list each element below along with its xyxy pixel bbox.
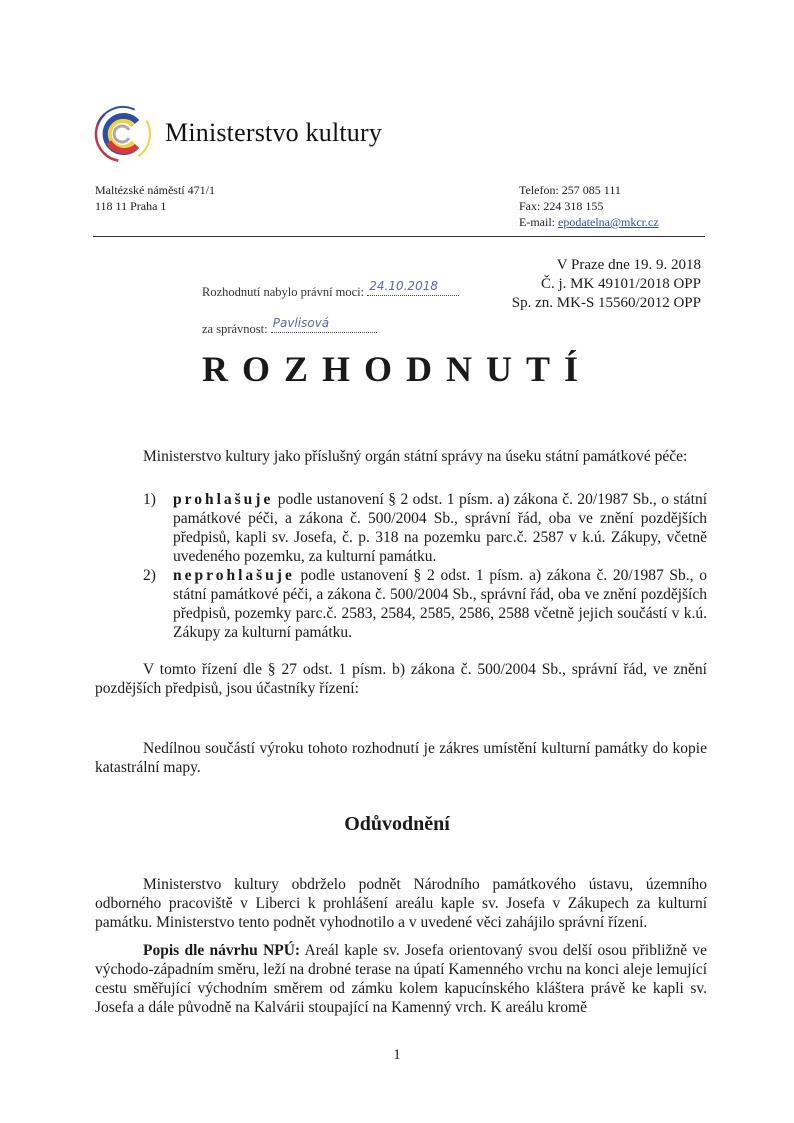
correctness-field	[271, 316, 377, 333]
decision-keyword: prohlašuje	[173, 491, 274, 508]
file-number: Sp. zn. MK-S 15560/2012 OPP	[511, 295, 701, 311]
intro-paragraph: Ministerstvo kultury jako příslušný orgán státní správy na úseku státní památkové péče:	[143, 448, 688, 465]
decision-number: 1)	[143, 491, 156, 508]
organization-name: Ministerstvo kultury	[165, 118, 383, 147]
decision-body: podle ustanovení § 2 odst. 1 písm. a) zákona č. 20/1987 Sb., o státní památkové péči, a zákona č. 500/2004 Sb., správní řád, oba ve znění pozdějších předpisů, kapli sv. Josefa, č. p. 318 na pozemku parc.č. 2587 v k.ú. Zákupy, včetně uvedeného pozemku, za kulturní památku.	[173, 491, 707, 565]
justification-heading: Odůvodnění	[344, 813, 450, 835]
correctness-signature: Pavlisová	[272, 316, 330, 330]
email-link[interactable]: epodatelna@mkcr.cz	[558, 215, 659, 229]
decision-body: podle ustanovení § 2 odst. 1 písm. a) zákona č. 20/1987 Sb., o státní památkové péči, a zákona č. 500/2004 Sb., správní řád, oba ve znění pozdějších předpisů, pozemky parc.č. 2583, 2584, 2585, 2586, 2588 včetně jejich součástí v k.ú. Zákupy za kulturní památku.	[173, 567, 707, 641]
npu-description-paragraph	[95, 941, 707, 1017]
decision-keyword: neprohlašuje	[173, 567, 295, 584]
page-number: 1	[393, 1047, 401, 1063]
legal-force-field	[367, 279, 459, 296]
npu-description-text: Areál kaple sv. Josefa orientovaný svou delší osou přibližně ve východo-západním směru, leží na drobné terase na úpatí Kamenného vrchu na konci aleje lemující cestu směřující východním směrem od zámku kolem kapucínského kláštera právě ke kapli sv. Josefa a dále původně na Kalvárii stoupající na Kamenný vrch. K areálu kromě	[95, 942, 708, 1016]
legal-force-handwritten: 24.10.2018	[369, 279, 438, 293]
email-line	[519, 214, 659, 230]
fax: Fax: 224 318 155	[519, 199, 604, 213]
email-label: E-mail:	[519, 215, 558, 229]
legal-force-label: Rozhodnutí nabylo právní moci:	[202, 285, 365, 299]
header-divider	[93, 236, 705, 237]
date-line: V Praze dne 19. 9. 2018	[556, 257, 701, 273]
map-paragraph: Nedílnou součástí výroku tohoto rozhodnutí je zákres umístění kulturní památky do kopie katastrální mapy.	[95, 740, 707, 776]
decision-item	[143, 490, 707, 566]
legal-force-stamp	[202, 279, 459, 300]
decision-number: 2)	[143, 567, 156, 584]
reference-number: Č. j. MK 49101/2018 OPP	[540, 276, 701, 292]
correctness-stamp	[202, 316, 377, 337]
participants-paragraph: V tomto řízení dle § 27 odst. 1 písm. b) zákona č. 500/2004 Sb., správní řád, ve znění pozdějších předpisů, jsou účastníky řízení:	[95, 661, 707, 697]
decision-text	[173, 566, 707, 642]
contact-block	[519, 182, 659, 230]
correctness-label: za správnost:	[202, 322, 268, 336]
address-line: 118 11 Praha 1	[95, 199, 167, 213]
document-title: ROZHODNUTÍ	[201, 349, 593, 389]
phone: Telefon: 257 085 111	[519, 183, 621, 197]
reference-block	[512, 256, 701, 313]
ministry-logo-icon	[93, 104, 153, 164]
decision-text	[173, 490, 707, 566]
address-line: Maltézské náměstí 471/1	[95, 183, 215, 197]
address-block	[95, 182, 215, 214]
justification-paragraph: Ministerstvo kultury obdrželo podnět Národního památkového ústavu, územního odborného pracoviště v Liberci k prohlášení areálu kaple sv. Josefa v Zákupech za kulturní památku. Ministerstvo tento podnět vyhodnotilo a v uvedené věci zahájilo správní řízení.	[95, 876, 707, 931]
npu-description-label: Popis dle návrhu NPÚ:	[143, 942, 301, 959]
decision-item	[143, 566, 707, 642]
